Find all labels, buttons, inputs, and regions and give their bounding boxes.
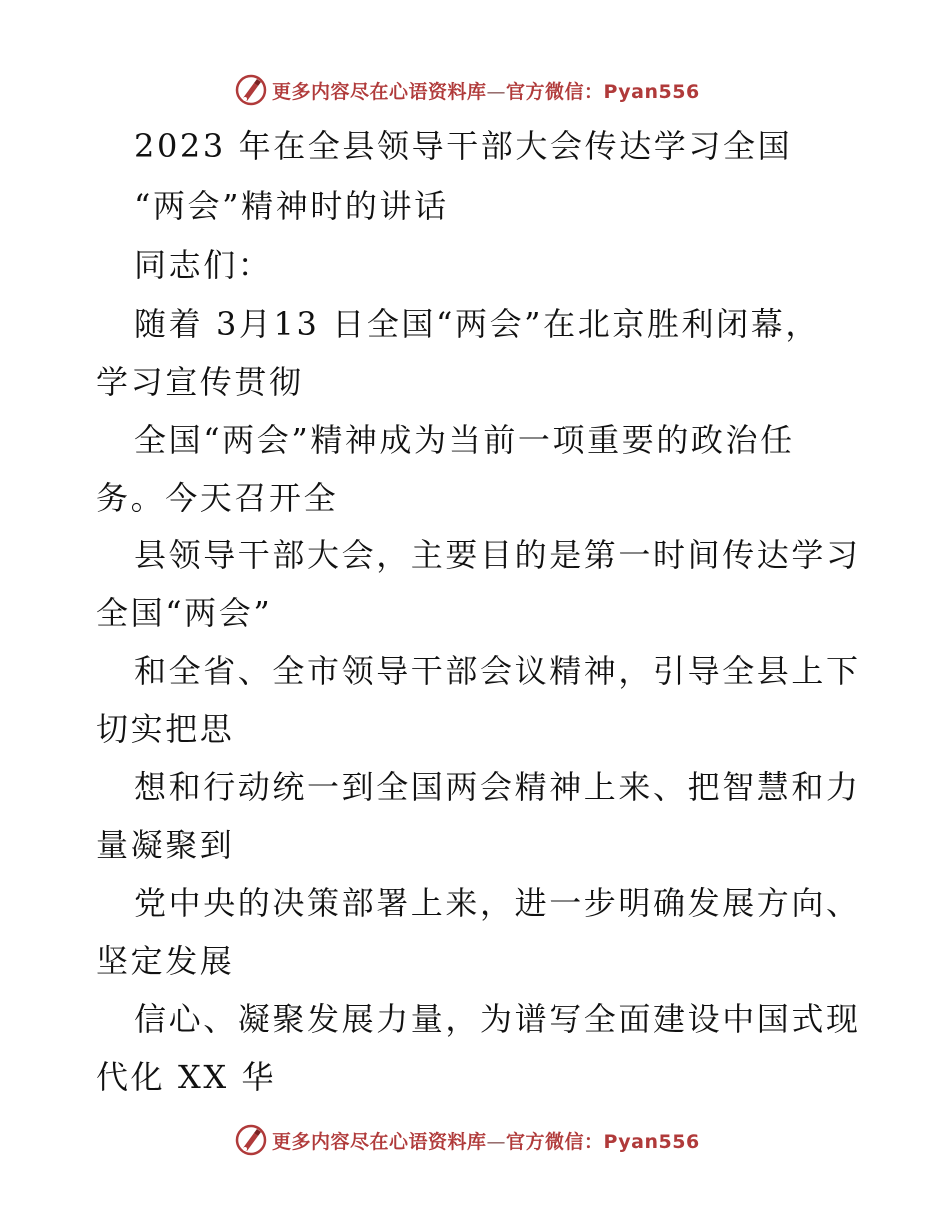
pen-circle-logo-icon <box>234 73 268 107</box>
body-line: 想和行动统一到全国两会精神上来、把智慧和力 <box>134 768 861 806</box>
document-title-line-2: “两会”精神时的讲话 <box>134 187 449 225</box>
body-line: 学习宣传贯彻 <box>96 363 304 401</box>
header-banner-main: 更多内容尽在心语资料库 <box>272 80 487 103</box>
footer-banner-separator: — <box>486 1130 507 1153</box>
body-line: 党中央的决策部署上来，进一步明确发展方向、 <box>134 884 861 922</box>
header-banner <box>234 70 700 110</box>
pen-circle-logo-icon <box>234 1123 268 1157</box>
document-title-line-1: 2023 年在全县领导干部大会传达学习全国 <box>134 127 793 165</box>
body-line: 和全省、全市领导干部会议精神，引导全县上下 <box>134 652 861 690</box>
body-line: 坚定发展 <box>96 942 235 980</box>
body-line: 代化 XX 华 <box>96 1058 277 1096</box>
body-line: 随着 3月13 日全国“两会”在北京胜利闭幕， <box>134 305 820 343</box>
body-line: 切实把思 <box>96 710 235 748</box>
footer-banner-text <box>272 1127 700 1154</box>
header-banner-contact: 官方微信：Pyan556 <box>506 80 700 103</box>
footer-banner-contact: 官方微信：Pyan556 <box>506 1130 700 1153</box>
body-line: 县领导干部大会，主要目的是第一时间传达学习 <box>134 536 861 574</box>
document-salutation: 同志们： <box>134 246 273 284</box>
body-line: 全国“两会”精神成为当前一项重要的政治任 <box>134 421 795 459</box>
body-line: 全国“两会” <box>96 594 273 632</box>
footer-banner-main: 更多内容尽在心语资料库 <box>272 1130 487 1153</box>
footer-banner <box>234 1120 700 1160</box>
header-banner-separator: — <box>486 80 507 103</box>
body-line: 务。今天召开全 <box>96 479 339 517</box>
body-line: 量凝聚到 <box>96 826 235 864</box>
header-banner-text <box>272 77 700 104</box>
body-line: 信心、凝聚发展力量，为谱写全面建设中国式现 <box>134 1000 861 1038</box>
